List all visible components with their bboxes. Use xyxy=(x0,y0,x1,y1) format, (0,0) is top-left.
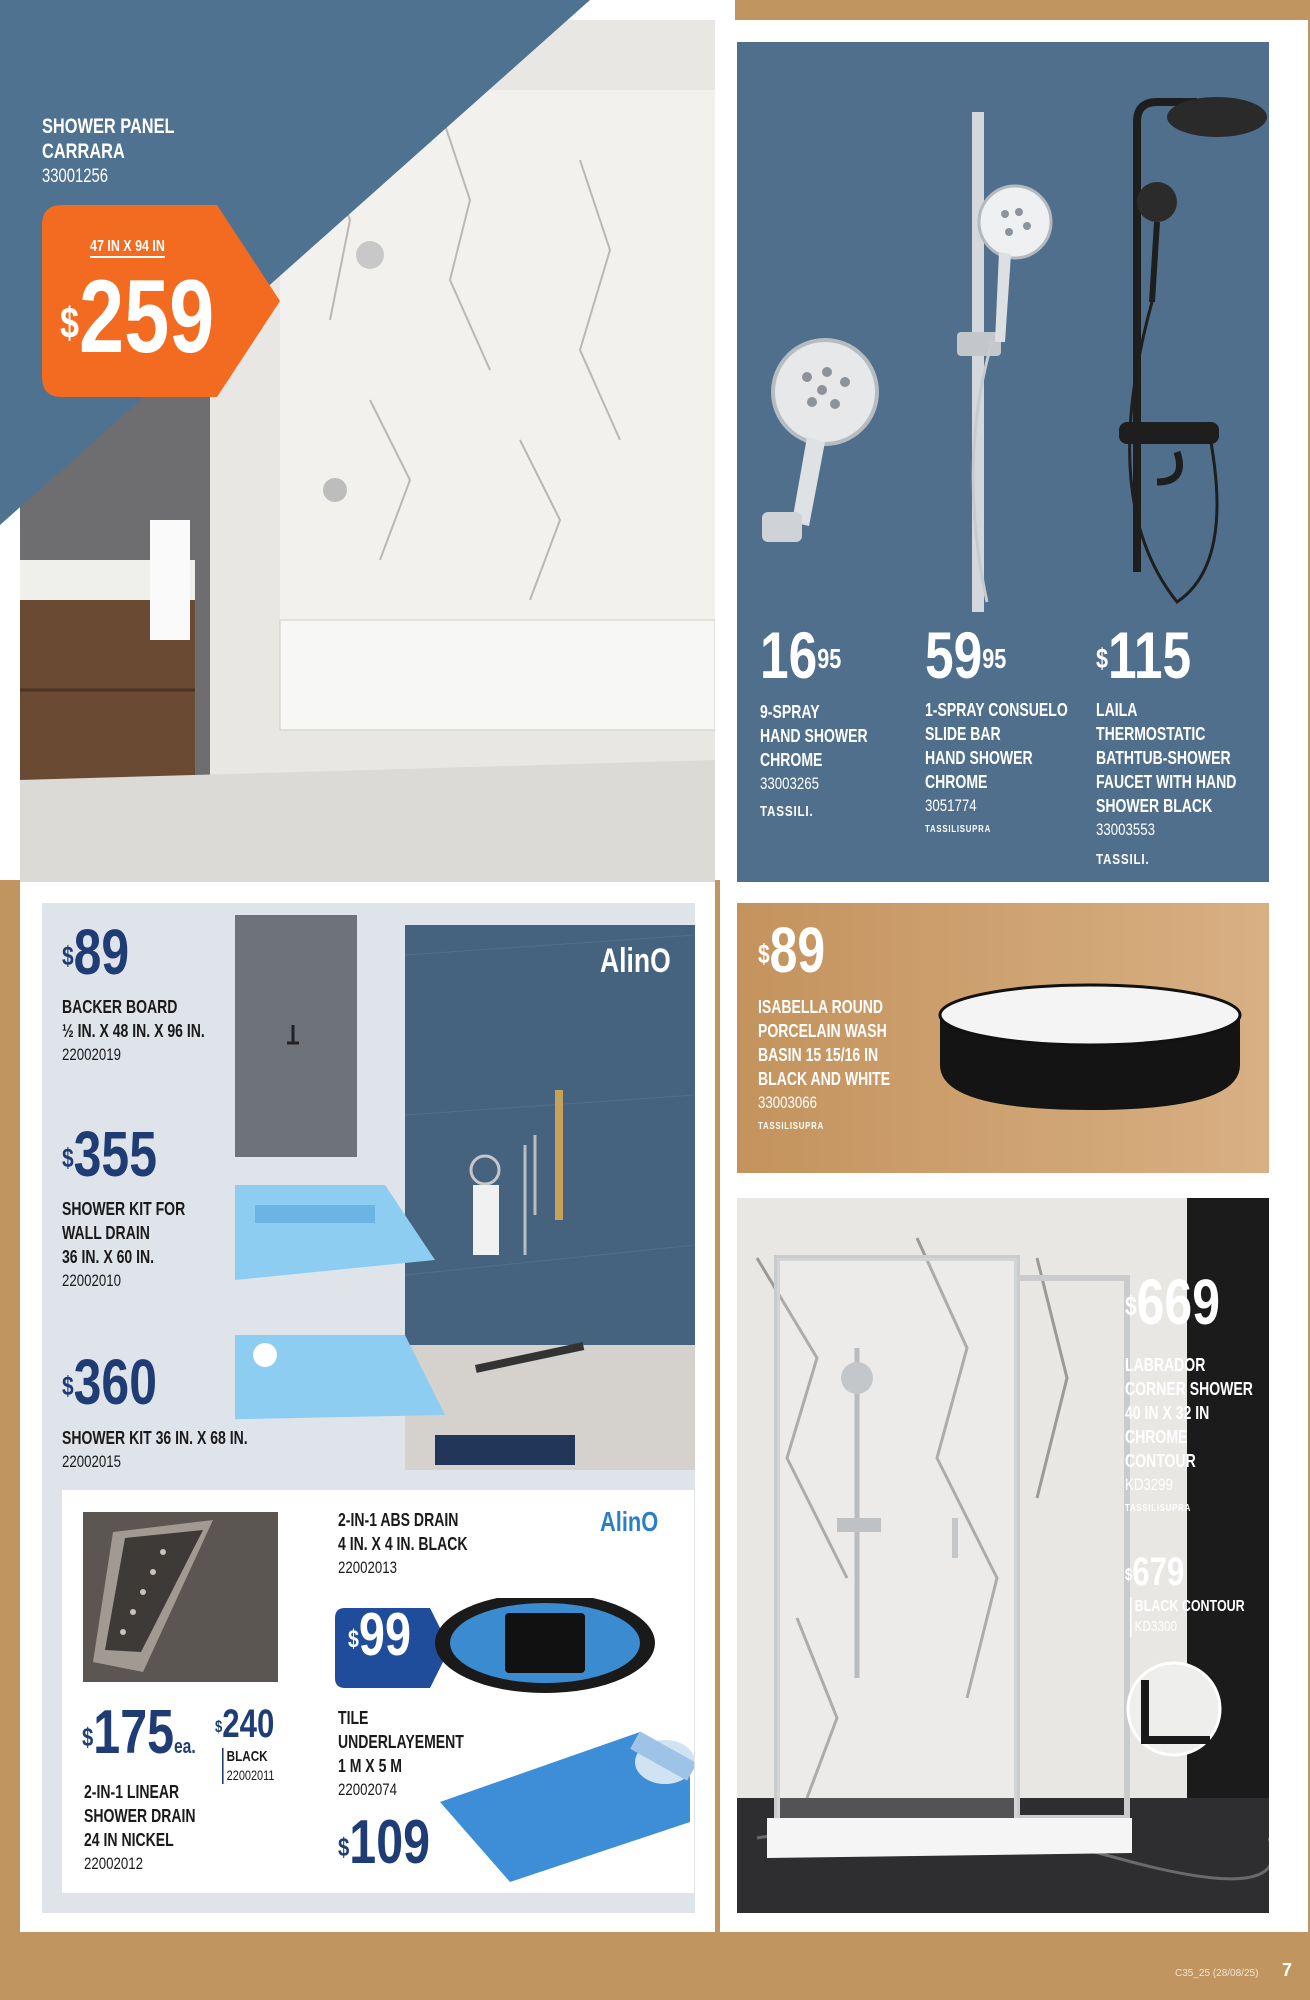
basin-line2: PORCELAIN WASH xyxy=(758,1021,887,1041)
basin-price xyxy=(758,914,826,986)
shower1-line2: HAND SHOWER xyxy=(760,726,868,746)
corner-line2: CORNER SHOWER xyxy=(1125,1379,1253,1399)
linear-black-info xyxy=(222,1748,274,1784)
kit-wall-line1: SHOWER KIT FOR xyxy=(62,1199,186,1219)
corner-brand: TASSILISUPRA xyxy=(1125,1503,1191,1514)
shower3-symbol: $ xyxy=(1096,643,1109,675)
underlay-line3: 1 M X 5 M xyxy=(338,1756,402,1776)
underlay-line2: UNDERLAYEMENT xyxy=(338,1732,464,1752)
backer-price-symbol: $ xyxy=(62,941,74,972)
shower3-line2: THERMOSTATIC xyxy=(1096,724,1206,744)
abs-line1: 2-IN-1 ABS DRAIN xyxy=(338,1510,459,1530)
corner-line5: CONTOUR xyxy=(1125,1451,1196,1471)
panel-title-line2: CARRARA xyxy=(42,140,125,163)
underlay-roll-illustration xyxy=(430,1712,694,1882)
alino-logo-top: AlinO xyxy=(600,942,671,980)
alino-shower-illustration xyxy=(235,915,695,1470)
corner-desc xyxy=(1125,1353,1253,1521)
shower-heads-illustration xyxy=(737,42,1269,622)
shower2-dollars: 59 xyxy=(925,618,983,692)
shower2-brand: TASSILISUPRA xyxy=(925,824,991,835)
corner-black-value: 679 xyxy=(1132,1550,1185,1594)
shower1-brand: TASSILI. xyxy=(760,803,814,820)
abs-desc xyxy=(338,1508,468,1580)
black-contour-detail-thumb xyxy=(1125,1660,1223,1758)
underlay-price xyxy=(338,1808,430,1877)
shower2-cents: 95 xyxy=(982,643,1007,675)
corner-price-value: 669 xyxy=(1136,1266,1220,1338)
shower2-line3: HAND SHOWER xyxy=(925,748,1033,768)
abs-line2: 4 IN. X 4 IN. BLACK xyxy=(338,1534,468,1554)
shower1-desc xyxy=(760,700,868,824)
shower3-dollars: 115 xyxy=(1108,618,1192,692)
shower1-price xyxy=(760,618,842,692)
kit-wall-sku: 22002010 xyxy=(62,1271,121,1290)
linear-price-suffix: ea. xyxy=(173,1736,196,1758)
kit-wall-price-symbol: $ xyxy=(62,1143,74,1174)
shower2-line2: SLIDE BAR xyxy=(925,724,1001,744)
corner-line3: 40 IN X 32 IN xyxy=(1125,1403,1210,1423)
kit-wall-desc xyxy=(62,1197,185,1293)
linear-black-price xyxy=(215,1704,274,1744)
basin-illustration xyxy=(935,980,1245,1120)
linear-black-label: BLACK xyxy=(226,1748,268,1765)
backer-price xyxy=(62,916,130,988)
panel-title-line1: SHOWER PANEL xyxy=(42,115,175,138)
footer-code: C35_25 (28/08/25) xyxy=(1175,1968,1259,1979)
kit-wall-line3: 36 IN. X 60 IN. xyxy=(62,1247,155,1267)
panel-price-symbol: $ xyxy=(60,298,79,348)
abs-price-value: 99 xyxy=(358,1601,411,1668)
linear-black-symbol: $ xyxy=(215,1716,223,1736)
linear-line2: SHOWER DRAIN xyxy=(84,1806,196,1826)
page-number: 7 xyxy=(1282,1960,1293,1980)
panel-price xyxy=(60,259,215,375)
kit-wall-price xyxy=(62,1118,157,1190)
linear-price-symbol: $ xyxy=(82,1721,94,1752)
shower1-sku: 33003265 xyxy=(760,774,819,793)
backer-desc xyxy=(62,995,205,1067)
kit68-line1: SHOWER KIT 36 IN. X 68 IN. xyxy=(62,1428,248,1448)
corner-black-label: BLACK CONTOUR xyxy=(1134,1598,1245,1615)
kit68-sku: 22002015 xyxy=(62,1452,121,1471)
panel-title xyxy=(42,114,175,189)
basin-price-value: 89 xyxy=(769,914,826,986)
shower3-brand: TASSILI. xyxy=(1096,851,1150,868)
shower1-dollars: 16 xyxy=(760,618,818,692)
kit68-price-symbol: $ xyxy=(62,1371,74,1402)
shower2-desc xyxy=(925,698,1068,842)
corner-line1: LABRADOR xyxy=(1125,1355,1206,1375)
kit68-desc xyxy=(62,1426,248,1474)
corner-black-info xyxy=(1130,1597,1245,1637)
linear-desc xyxy=(84,1780,196,1876)
abs-price-symbol: $ xyxy=(348,1624,359,1653)
kit68-price-value: 360 xyxy=(73,1346,157,1418)
shower2-line4: CHROME xyxy=(925,772,988,792)
linear-line3: 24 IN NICKEL xyxy=(84,1830,174,1850)
linear-line1: 2-IN-1 LINEAR xyxy=(84,1782,180,1802)
basin-line4: BLACK AND WHITE xyxy=(758,1069,891,1089)
shower2-line1: 1-SPRAY CONSUELO xyxy=(925,700,1068,720)
basin-sku: 33003066 xyxy=(758,1093,817,1112)
shower3-line4: FAUCET WITH HAND xyxy=(1096,772,1237,792)
abs-price xyxy=(348,1601,411,1668)
kit-wall-line2: WALL DRAIN xyxy=(62,1223,150,1243)
panel-sku: 33001256 xyxy=(42,166,108,187)
basin-price-symbol: $ xyxy=(758,939,770,970)
shower1-cents: 95 xyxy=(817,643,842,675)
underlay-line1: TILE xyxy=(338,1708,369,1728)
shower3-line1: LAILA xyxy=(1096,700,1138,720)
backer-line2: ½ IN. X 48 IN. X 96 IN. xyxy=(62,1021,205,1041)
linear-price-value: 175 xyxy=(93,1698,174,1767)
shower3-line3: BATHTUB-SHOWER xyxy=(1096,748,1231,768)
linear-black-value: 240 xyxy=(222,1702,275,1746)
shower3-sku: 33003553 xyxy=(1096,820,1155,839)
abs-sku: 22002013 xyxy=(338,1558,397,1577)
shower1-line3: CHROME xyxy=(760,750,823,770)
basin-brand: TASSILISUPRA xyxy=(758,1121,824,1132)
shower3-line5: SHOWER BLACK xyxy=(1096,796,1213,816)
underlay-price-value: 109 xyxy=(349,1808,430,1877)
corner-black-symbol: $ xyxy=(1125,1564,1133,1584)
corner-black-price xyxy=(1125,1552,1184,1592)
backer-line1: BACKER BOARD xyxy=(62,997,178,1017)
linear-black-sku: 22002011 xyxy=(226,1767,275,1783)
linear-price xyxy=(82,1698,196,1778)
alino-logo-drains: AlinO xyxy=(600,1506,659,1537)
panel-price-value: 259 xyxy=(78,259,215,375)
corner-line4: CHROME xyxy=(1125,1427,1188,1447)
shower3-desc xyxy=(1096,698,1236,872)
corner-price-symbol: $ xyxy=(1125,1291,1137,1322)
corner-black-sku: KD3300 xyxy=(1134,1618,1177,1635)
basin-desc xyxy=(758,995,890,1139)
underlay-sku: 22002074 xyxy=(338,1780,397,1799)
shower2-sku: 3051774 xyxy=(925,796,977,815)
shower3-price xyxy=(1096,618,1192,692)
kit-wall-price-value: 355 xyxy=(73,1118,157,1190)
backer-sku: 22002019 xyxy=(62,1045,121,1064)
corner-price xyxy=(1125,1266,1220,1338)
underlay-price-symbol: $ xyxy=(338,1831,350,1862)
shower2-price xyxy=(925,618,1007,692)
linear-drain-photo xyxy=(83,1512,278,1682)
kit68-price xyxy=(62,1346,157,1418)
linear-sku: 22002012 xyxy=(84,1854,143,1873)
shower1-line1: 9-SPRAY xyxy=(760,702,820,722)
basin-line1: ISABELLA ROUND xyxy=(758,997,884,1017)
backer-price-value: 89 xyxy=(73,916,130,988)
corner-sku: KD3299 xyxy=(1125,1475,1173,1494)
basin-line3: BASIN 15 15/16 IN xyxy=(758,1045,879,1065)
panel-size: 47 IN X 94 IN xyxy=(90,238,165,258)
